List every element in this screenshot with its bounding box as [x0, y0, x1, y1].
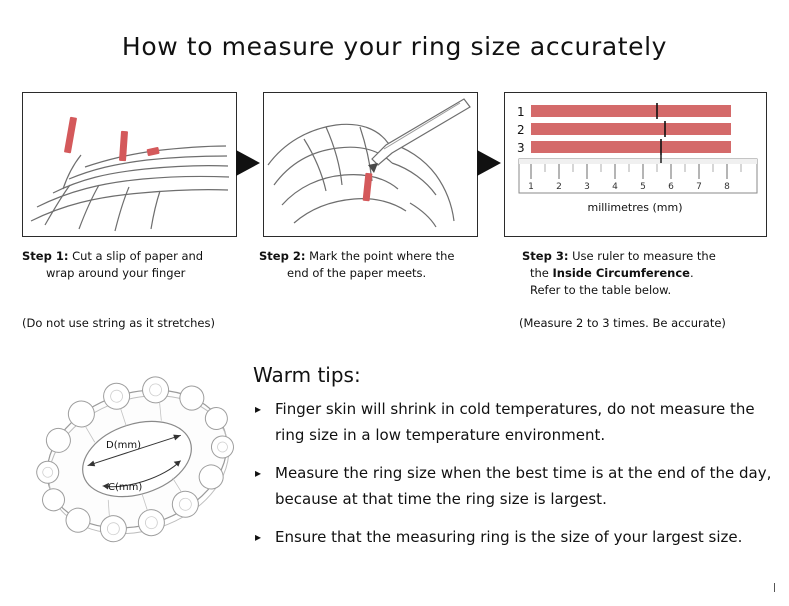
step-3-text-line1: Use ruler to measure the	[572, 249, 716, 263]
ring-circumference-label: C(mm)	[108, 482, 143, 493]
step-3-text-line3: Refer to the table below.	[530, 283, 672, 297]
step-3-note: (Measure 2 to 3 times. Be accurate)	[519, 316, 726, 330]
measured-strips	[531, 103, 731, 155]
bullet-icon: ▸	[255, 530, 262, 544]
ruler-unit-label: millimetres (mm)	[587, 201, 683, 214]
hand-marking-paper-icon	[264, 93, 477, 236]
page-title: How to measure your ring size accurately	[121, 32, 668, 61]
ruler	[519, 159, 757, 193]
step-2-illustration-panel	[263, 92, 478, 237]
svg-text:6: 6	[668, 182, 674, 192]
svg-text:1: 1	[528, 182, 534, 192]
tip-text: Measure the ring size when the best time is at the end of the day, because at that time the ring size is largest.	[275, 464, 772, 508]
step-1-note: (Do not use string as it stretches)	[22, 316, 215, 330]
bullet-icon: ▸	[255, 466, 262, 480]
svg-text:4: 4	[612, 182, 618, 192]
arrow-step2-to-step3-icon	[477, 150, 501, 176]
eternity-ring-illustration	[26, 352, 248, 567]
step-1-text-line1: Cut a slip of paper and	[72, 249, 204, 263]
list-item	[253, 396, 773, 448]
step-1-illustration-panel	[22, 92, 237, 237]
ruler-measure-strips-icon	[505, 93, 766, 236]
svg-text:3: 3	[584, 182, 590, 192]
svg-text:5: 5	[640, 182, 646, 192]
pen-icon	[368, 99, 470, 173]
step-3-caption	[522, 248, 774, 299]
step-3-label: Step 3:	[522, 249, 569, 263]
tip-text: Ensure that the measuring ring is the size of your largest size.	[275, 528, 743, 546]
svg-text:2: 2	[556, 182, 562, 192]
step-1-label: Step 1:	[22, 249, 69, 263]
warm-tips-list	[253, 396, 773, 562]
step-3-text-line2: the Inside Circumference.	[530, 266, 694, 280]
inside-circumference-emphasis: Inside Circumference	[552, 266, 690, 280]
paper-strip-red	[64, 117, 160, 161]
strip-number-2: 2	[517, 123, 525, 137]
ring-diameter-label: D(mm)	[106, 440, 141, 451]
warm-tips-heading: Warm tips:	[253, 363, 361, 387]
step-3-illustration-panel	[504, 92, 767, 237]
step-2-text-line2: end of the paper meets.	[287, 266, 427, 280]
svg-text:8: 8	[724, 182, 730, 192]
step-2-label: Step 2:	[259, 249, 306, 263]
bullet-icon: ▸	[255, 402, 262, 416]
hand-with-paper-strip-icon	[23, 93, 236, 236]
strip-number-3: 3	[517, 141, 525, 155]
strip-number-1: 1	[517, 105, 525, 119]
step-2-caption	[259, 248, 484, 282]
step-2-text-line1: Mark the point where the	[309, 249, 455, 263]
paper-strip-mark	[363, 173, 373, 202]
list-item	[253, 460, 773, 512]
step-1-text-line2: wrap around your finger	[46, 266, 186, 280]
tip-text: Finger skin will shrink in cold temperatures, do not measure the ring size in a low temperature environment.	[275, 400, 755, 444]
corner-tick-mark	[774, 583, 775, 592]
svg-text:7: 7	[696, 182, 702, 192]
step-1-caption	[22, 248, 244, 282]
arrow-step1-to-step2-icon	[236, 150, 260, 176]
list-item	[253, 524, 773, 550]
